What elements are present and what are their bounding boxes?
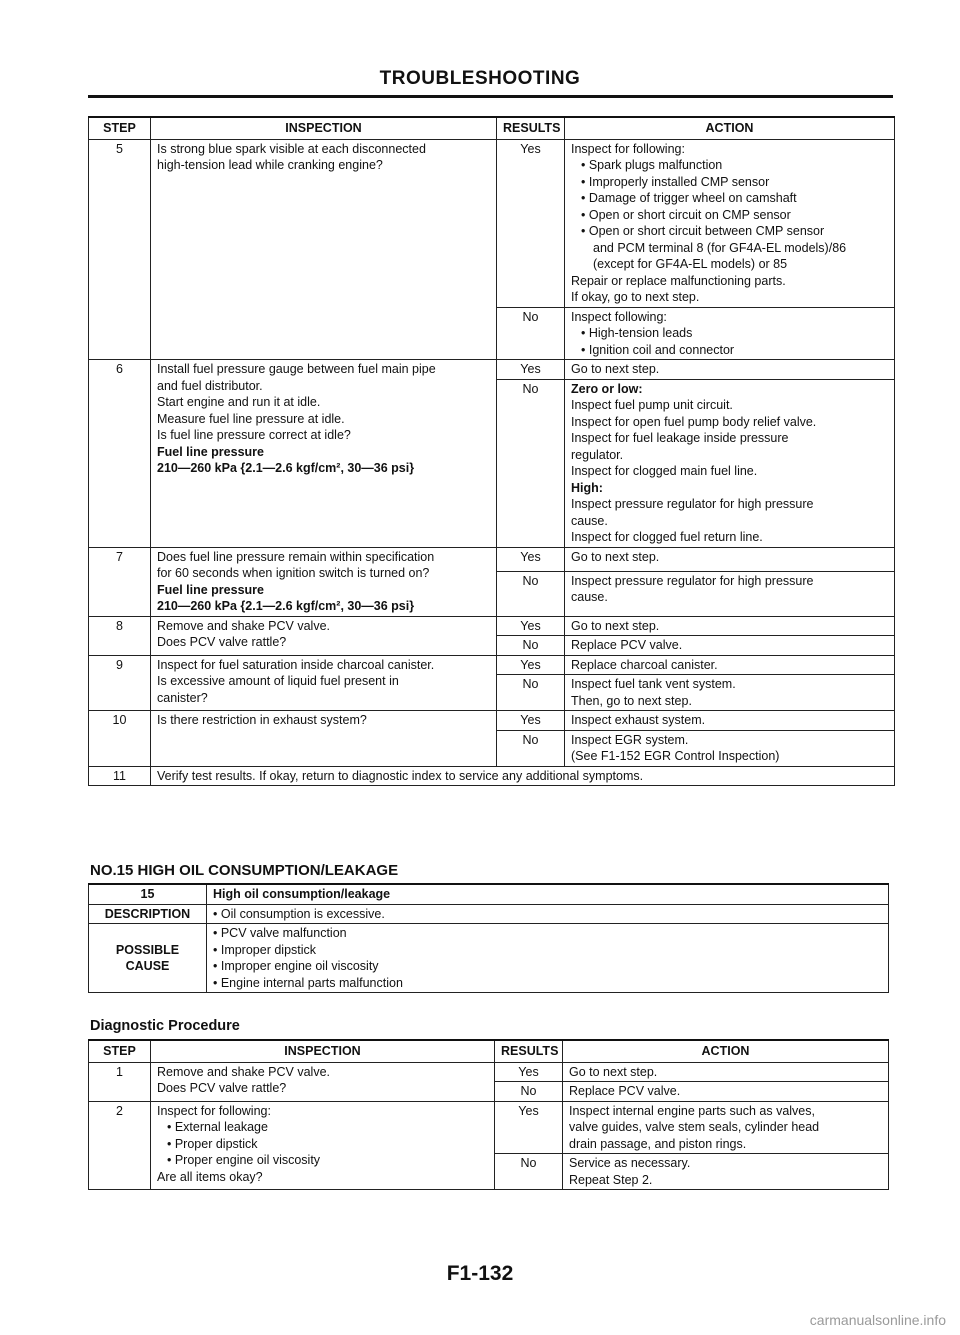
symptom-number: 15 [89,884,207,904]
result-no: No [495,1082,563,1102]
table-row [89,884,889,904]
table-row [89,766,895,786]
result-yes: Yes [497,360,565,380]
action-cell: Inspect internal engine parts such as valves, valve guides, valve stem seals, cylinder head drain passage, and piston rings. [563,1101,889,1154]
section-title: NO.15 HIGH OIL CONSUMPTION/LEAKAGE [90,862,399,879]
inspection-cell: Is strong blue spark visible at each disconnected high-tension lead while cranking engine? [151,139,497,360]
result-no: No [497,636,565,656]
result-yes: Yes [495,1101,563,1154]
action-cell: Inspect fuel tank vent system. Then, go to next step. [565,675,895,711]
diagnostic-procedure-title: Diagnostic Procedure [90,1018,240,1034]
result-yes: Yes [497,711,565,731]
action-cell: Go to next step. [565,547,895,571]
result-no: No [497,675,565,711]
header-results: RESULTS [497,117,565,139]
step-number: 1 [89,1062,151,1101]
result-yes: Yes [497,139,565,307]
inspection-cell: Inspect for following: • External leakage • Proper dipstick • Proper engine oil viscosity Are all items okay? [151,1101,495,1190]
inspection-cell: Remove and shake PCV valve. Does PCV valve rattle? [151,1062,495,1101]
table-row [89,360,895,380]
step-number: 2 [89,1101,151,1190]
table-header-row [89,1040,889,1062]
inspection-cell: Does fuel line pressure remain within specification for 60 seconds when ignition switch is turned on? Fuel line pressure 210—260 kPa {2.1—2.6 kgf/cm², 30—36 psi} [151,547,497,616]
step-number: 11 [89,766,151,786]
inspection-cell: Is there restriction in exhaust system? [151,711,497,767]
table-row [89,616,895,636]
action-cell: Replace PCV valve. [565,636,895,656]
inspection-cell: Install fuel pressure gauge between fuel main pipe and fuel distributor. Start engine and run it at idle. Measure fuel line pressure at idle. Is fuel line pressure correct at idle? Fuel line pressure 210—260 kPa {2.1—2.6 kgf/cm², 30—36 psi} [151,360,497,548]
table-row [89,547,895,571]
action-cell: Go to next step. [565,616,895,636]
result-yes: Yes [497,655,565,675]
step-number: 5 [89,139,151,360]
action-cell: Zero or low: Inspect fuel pump unit circuit. Inspect for open fuel pump body relief valve. Inspect for fuel leakage inside pressure regulator. Inspect for clogged main fuel line. High: Inspect pressure regulator for high pressure cause. Inspect for clogged fuel return line. [565,379,895,547]
result-no: No [497,379,565,547]
action-cell: Inspect EGR system. (See F1-152 EGR Control Inspection) [565,730,895,766]
table-row [89,924,889,993]
header-action: ACTION [563,1040,889,1062]
result-no: No [497,307,565,360]
result-no: No [497,730,565,766]
result-no: No [495,1154,563,1190]
symptom-name: High oil consumption/leakage [207,884,889,904]
page-title: TROUBLESHOOTING [379,68,581,89]
action-cell: Inspect following: • High-tension leads • Ignition coil and connector [565,307,895,360]
step-number: 7 [89,547,151,616]
table-header-row [89,117,895,139]
action-cell: Go to next step. [565,360,895,380]
action-cell: Inspect for following: • Spark plugs malfunction • Improperly installed CMP sensor • Damage of trigger wheel on camshaft • Open or short circuit on CMP sensor • Open or short circuit between CMP sensor and PCM terminal 8 (for GF4A-EL models)/86 (except for GF4A-EL models) or 85 Repair or replace malfunctioning parts. If okay, go to next step. [565,139,895,307]
header-results: RESULTS [495,1040,563,1062]
header-action: ACTION [565,117,895,139]
action-cell: Go to next step. [563,1062,889,1082]
header-inspection: INSPECTION [151,1040,495,1062]
table-row [89,139,895,307]
final-step-text: Verify test results. If okay, return to diagnostic index to service any additional symptoms. [151,766,895,786]
step-number: 8 [89,616,151,655]
page-number: F1-132 [446,1262,514,1285]
result-yes: Yes [495,1062,563,1082]
inspection-cell: Remove and shake PCV valve. Does PCV valve rattle? [151,616,497,655]
title-rule [88,95,893,98]
troubleshooting-table [88,116,895,786]
action-cell: Replace charcoal canister. [565,655,895,675]
action-cell: Inspect exhaust system. [565,711,895,731]
step-number: 9 [89,655,151,711]
table-row [89,655,895,675]
step-number: 10 [89,711,151,767]
step-number: 6 [89,360,151,548]
table-row [89,711,895,731]
table-row [89,1062,889,1082]
diagnostic-procedure-table [88,1039,889,1190]
watermark: carmanualsonline.info [809,1312,946,1328]
action-cell: Inspect pressure regulator for high pressure cause. [565,571,895,616]
action-cell: Replace PCV valve. [563,1082,889,1102]
description-label: DESCRIPTION [89,904,207,924]
result-no: No [497,571,565,616]
header-inspection: INSPECTION [151,117,497,139]
result-yes: Yes [497,616,565,636]
result-yes: Yes [497,547,565,571]
possible-cause-list: • PCV valve malfunction • Improper dipstick • Improper engine oil viscosity • Engine internal parts malfunction [207,924,889,993]
possible-cause-label: POSSIBLE CAUSE [89,924,207,993]
header-step: STEP [89,1040,151,1062]
inspection-cell: Inspect for fuel saturation inside charcoal canister. Is excessive amount of liquid fuel present in canister? [151,655,497,711]
action-cell: Service as necessary. Repeat Step 2. [563,1154,889,1190]
table-row [89,904,889,924]
table-row [89,1101,889,1154]
symptom-table [88,883,889,993]
header-step: STEP [89,117,151,139]
description-text: • Oil consumption is excessive. [207,904,889,924]
